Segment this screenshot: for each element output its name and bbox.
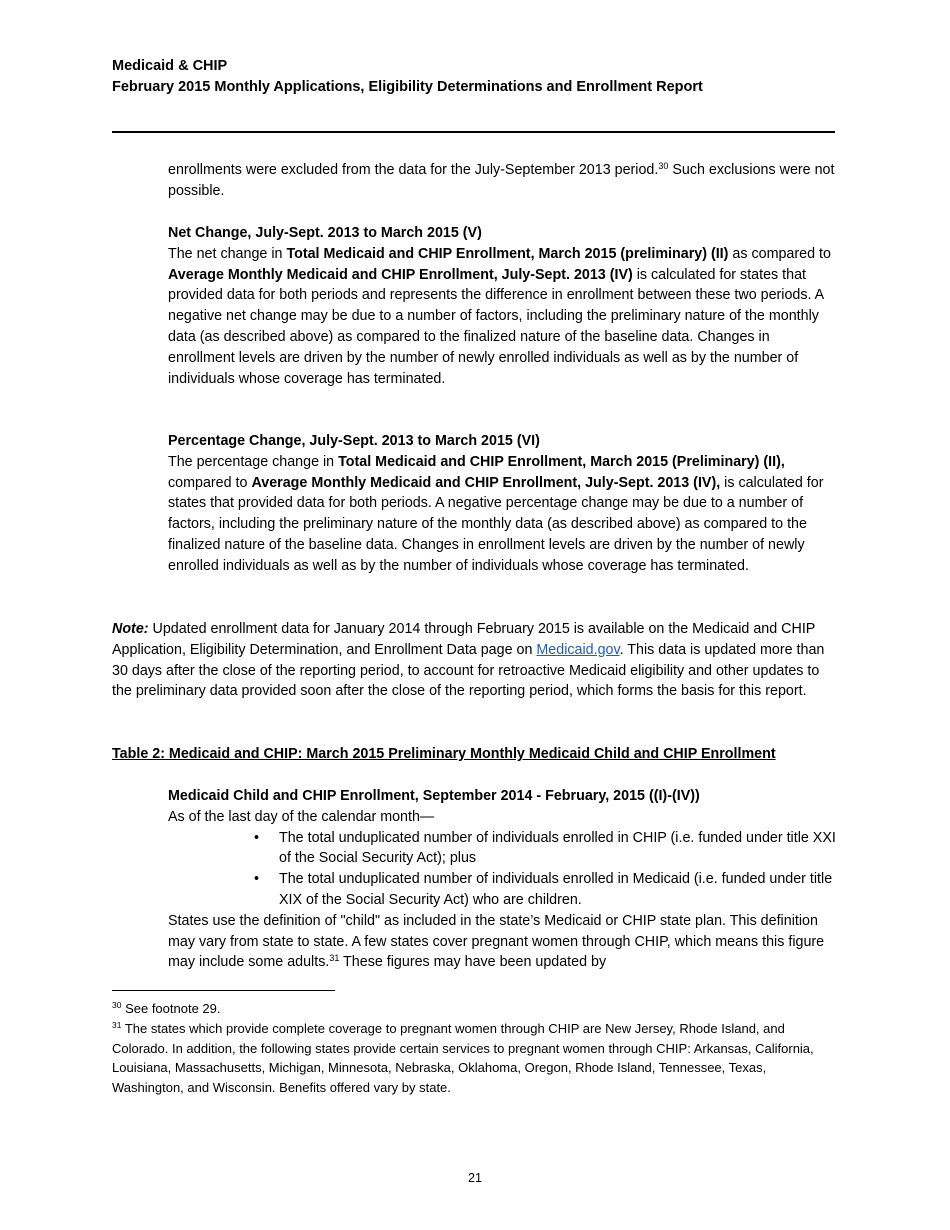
net-change-bold-1: Total Medicaid and CHIP Enrollment, March 2015 (preliminary) (II) <box>286 245 729 262</box>
child-enrollment-closing <box>168 911 840 973</box>
continued-text-a: enrollments were excluded from the data for the July-September 2013 period. <box>168 162 659 178</box>
footnote-number: 31 <box>112 1020 122 1030</box>
pct-change-text-3: is calculated for states that provided data for both periods. A negative percentage change may be due to a number of factors, including the preliminary nature of the monthly data (as described above) as compared to the finalized nature of the baseline data. Changes in enrollment levels are driven by the number of newly enrolled individuals as well as by the number of individuals whose coverage has terminated. <box>168 474 824 574</box>
child-enrollment-intro: As of the last day of the calendar month— <box>168 808 435 825</box>
child-enrollment-heading: Medicaid Child and CHIP Enrollment, September 2014 - February, 2015 ((I)-(IV)) <box>168 788 700 804</box>
percentage-change-section <box>168 431 840 577</box>
footnote-31 <box>112 1019 840 1097</box>
note-text-2: . This data is updated more than 30 days after the close of the reporting period, to account for retroactive Medicaid eligibility and other updates to the preliminary data provided soon after the close of the reporting period, which forms the basis for this report. <box>112 641 825 700</box>
percentage-change-body <box>168 452 840 577</box>
footnote-text: The states which provide complete coverage to pregnant women through CHIP are New Jersey, Rhode Island, and Colorado. In addition, the following states provide certain services to pregnant women through CHIP: Arkansas, California, Louisiana, Massachusetts, Michigan, Minnesota, Nebraska, Oklahoma, Oregon, Rhode Island, Tennessee, Texas, Washington, and Wisconsin. Benefits offered vary by state. <box>112 1021 814 1095</box>
footnote-separator <box>112 990 335 991</box>
net-change-text-2: as compared to <box>728 245 831 262</box>
note-paragraph <box>112 619 840 702</box>
bullet-icon: • <box>254 871 260 888</box>
footnote-text: See footnote 29. <box>121 1001 221 1016</box>
pct-change-text-2: compared to <box>168 474 252 491</box>
pct-change-bold-2: Average Monthly Medicaid and CHIP Enrollment, July-Sept. 2013 (IV), <box>251 474 721 491</box>
closing-text-b: These figures may have been updated by <box>339 954 607 971</box>
net-change-heading: Net Change, July-Sept. 2013 to March 2015 (V) <box>168 225 482 241</box>
footnote-ref-31[interactable]: 31 <box>329 953 340 964</box>
medicaid-gov-link[interactable]: Medicaid.gov <box>536 641 620 658</box>
pct-change-text-1: The percentage change in <box>168 453 339 470</box>
percentage-change-heading: Percentage Change, July-Sept. 2013 to March 2015 (VI) <box>168 433 540 449</box>
report-header-line1: Medicaid & CHIP <box>112 58 228 74</box>
net-change-body <box>168 244 840 390</box>
list-item <box>168 828 840 870</box>
page-number: 21 <box>468 1171 482 1185</box>
net-change-section <box>168 223 840 389</box>
table2-heading-block <box>112 744 840 765</box>
net-change-text-3: is calculated for states that provided data for both periods and represents the difference in enrollment between these two periods. A negative net change may be due to a number of factors, including the preliminary nature of the monthly data (as described above) as compared to the finalized nature of the baseline data. Changes in enrollment levels are driven by the number of newly enrolled individuals as well as by the number of individuals whose coverage has terminated. <box>168 266 824 387</box>
net-change-bold-2: Average Monthly Medicaid and CHIP Enrollment, July-Sept. 2013 (IV) <box>168 266 633 283</box>
note-text-1: Updated enrollment data for January 2014 through February 2015 is available on the Medicaid and CHIP Application, Eligibility Determination, and Enrollment Data page on <box>112 621 816 658</box>
closing-text-a: States use the definition of "child" as included in the state’s Medicaid or CHIP state plan. This definition may vary from state to state. A few states cover pregnant women through CHIP, which means this figure may include some adults. <box>168 912 825 971</box>
table2-heading: Table 2: Medicaid and CHIP: March 2015 Preliminary Monthly Medicaid Child and CHIP Enrollment <box>112 746 776 762</box>
child-enrollment-bullets <box>168 828 840 911</box>
list-item <box>168 869 840 911</box>
footnote-30 <box>112 999 840 1019</box>
note-label: Note: <box>112 621 149 637</box>
report-header-line2: February 2015 Monthly Applications, Eligibility Determinations and Enrollment Report <box>112 79 703 95</box>
header-rule <box>112 131 835 133</box>
continued-text-b: Such exclusions were not possible. <box>168 162 835 199</box>
bullet-text: The total unduplicated number of individuals enrolled in Medicaid (i.e. funded under title XIX of the Social Security Act) who are children. <box>279 871 833 908</box>
pct-change-bold-1: Total Medicaid and CHIP Enrollment, March 2015 (Preliminary) (II), <box>338 453 785 470</box>
bullet-text: The total unduplicated number of individuals enrolled in CHIP (i.e. funded under title XXI of the Social Security Act); plus <box>279 829 836 867</box>
net-change-text-1: The net change in <box>168 245 287 262</box>
continued-paragraph <box>168 160 840 202</box>
child-enrollment-section <box>168 786 840 973</box>
footnote-number: 30 <box>112 1000 122 1010</box>
bullet-icon: • <box>254 829 260 846</box>
footnote-ref-30[interactable]: 30 <box>658 161 669 171</box>
